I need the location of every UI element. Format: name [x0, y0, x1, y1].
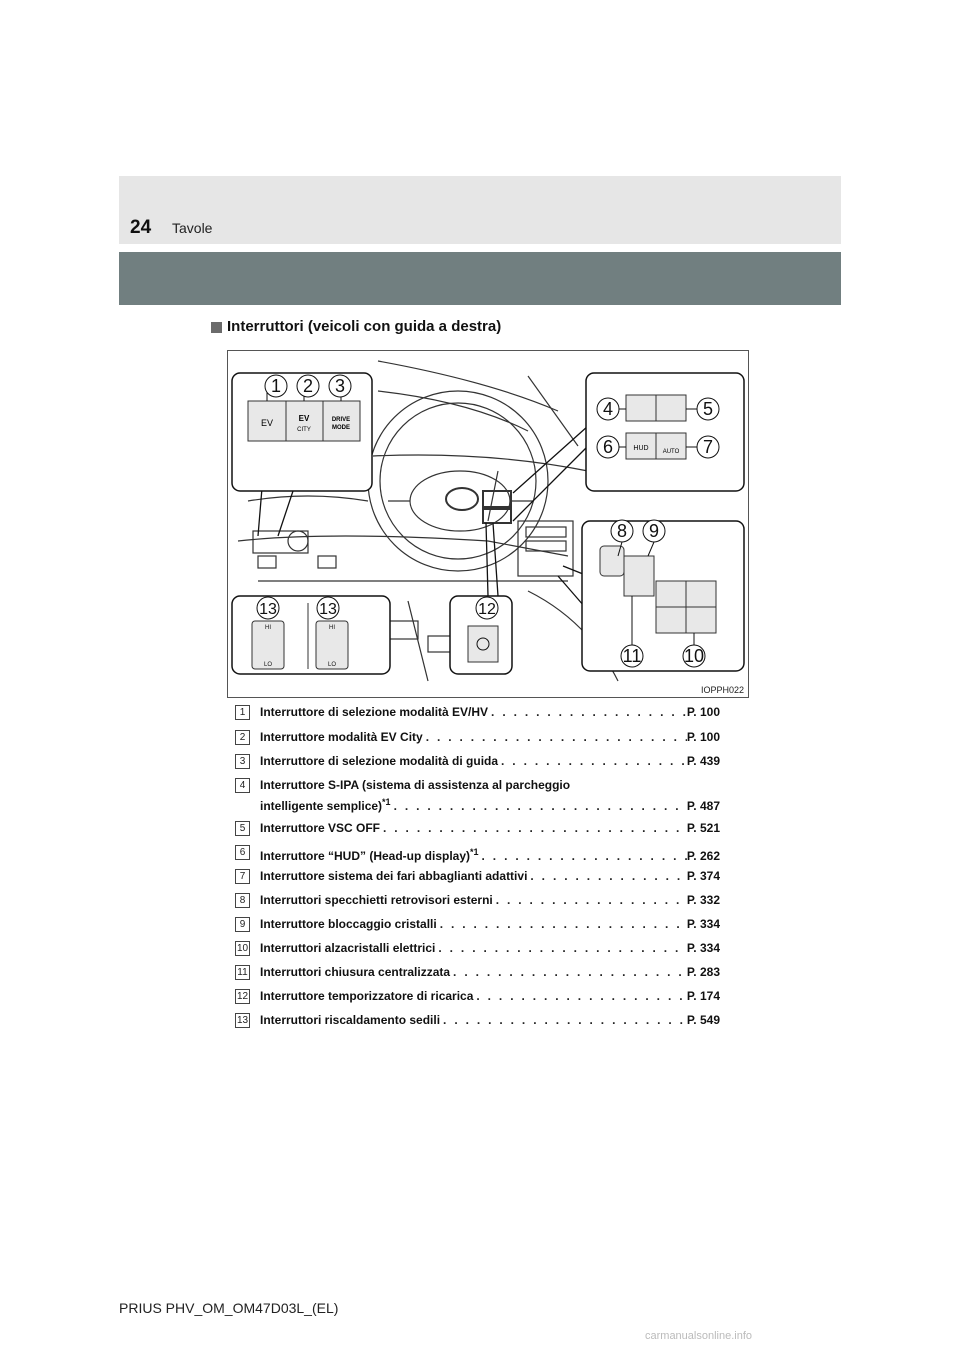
section-bullet-icon [211, 322, 222, 333]
item-number: 4 [235, 778, 250, 793]
svg-text:EV: EV [260, 418, 274, 428]
page-reference-link[interactable]: P. 334 [686, 917, 720, 931]
panel-ev-drive [232, 373, 372, 491]
item-number: 2 [235, 730, 250, 745]
svg-text:13: 13 [319, 601, 337, 618]
svg-text:4: 4 [602, 399, 614, 419]
svg-text:12: 12 [478, 601, 496, 618]
svg-text:HI: HI [329, 625, 335, 631]
page-number: 24 [130, 217, 152, 238]
svg-text:7: 7 [702, 437, 714, 457]
panel-sipa-hud [586, 373, 744, 491]
item-number: 13 [236, 1015, 249, 1026]
item-number: 3 [235, 754, 250, 769]
svg-text:3: 3 [334, 376, 346, 396]
page-reference-link[interactable]: P. 332 [686, 893, 720, 907]
svg-text:13: 13 [259, 601, 277, 618]
header-bar [119, 176, 841, 244]
svg-text:DRIVE: DRIVE [331, 417, 351, 423]
chapter-title: Tavole [172, 220, 213, 236]
page-reference-link[interactable]: P. 439 [686, 754, 720, 768]
item-number: 10 [236, 943, 249, 954]
page-reference-link[interactable]: P. 549 [686, 1013, 720, 1027]
item-number: 12 [236, 991, 249, 1002]
page-reference-link[interactable]: P. 334 [686, 941, 720, 955]
page-reference-link[interactable]: P. 283 [686, 965, 720, 979]
page-reference-link[interactable]: P. 100 [686, 730, 720, 744]
page-reference-link[interactable]: P. 100 [686, 705, 720, 719]
svg-text:LO: LO [263, 662, 273, 668]
svg-text:11: 11 [622, 646, 642, 666]
svg-text:6: 6 [602, 437, 614, 457]
svg-text:9: 9 [648, 521, 660, 541]
switches-figure [227, 350, 749, 698]
page-reference-link[interactable]: P. 262 [686, 849, 720, 863]
section-heading [211, 318, 501, 336]
svg-text:LO: LO [327, 662, 337, 668]
document-code: PRIUS PHV_OM_OM47D03L_(EL) [119, 1300, 339, 1316]
svg-text:2: 2 [302, 376, 314, 396]
panel-door-switches [582, 520, 744, 671]
page-reference-link[interactable]: P. 487 [686, 799, 720, 813]
svg-text:10: 10 [683, 646, 705, 666]
panel-seat-heaters [232, 596, 390, 674]
panel-charge-timer [450, 596, 512, 674]
item-number: 7 [235, 869, 250, 884]
item-number: 11 [235, 965, 250, 980]
figure-code: IOPPH022 [700, 685, 744, 695]
svg-text:5: 5 [702, 399, 714, 419]
item-number: 8 [235, 893, 250, 908]
item-number: 5 [235, 821, 250, 836]
watermark: carmanualsonline.info [645, 1330, 753, 1342]
svg-text:AUTO: AUTO [662, 449, 680, 455]
svg-text:HI: HI [265, 625, 271, 631]
page-reference-link[interactable]: P. 374 [686, 869, 720, 883]
svg-text:CITY: CITY [297, 427, 311, 433]
svg-text:MODE: MODE [332, 425, 350, 431]
svg-text:8: 8 [616, 521, 628, 541]
dashboard-illustration [228, 351, 748, 697]
item-number: 6 [235, 845, 250, 860]
page-reference-link[interactable]: P. 521 [686, 821, 720, 835]
section-title: Interruttori (veicoli con guida a destra) [227, 318, 502, 335]
svg-text:HUD: HUD [633, 445, 649, 452]
page-reference-link[interactable]: P. 174 [686, 989, 720, 1003]
item-number: 9 [235, 917, 250, 932]
svg-text:EV: EV [298, 414, 310, 423]
svg-text:1: 1 [270, 376, 282, 396]
header-band [119, 252, 841, 305]
item-number: 1 [235, 705, 250, 720]
